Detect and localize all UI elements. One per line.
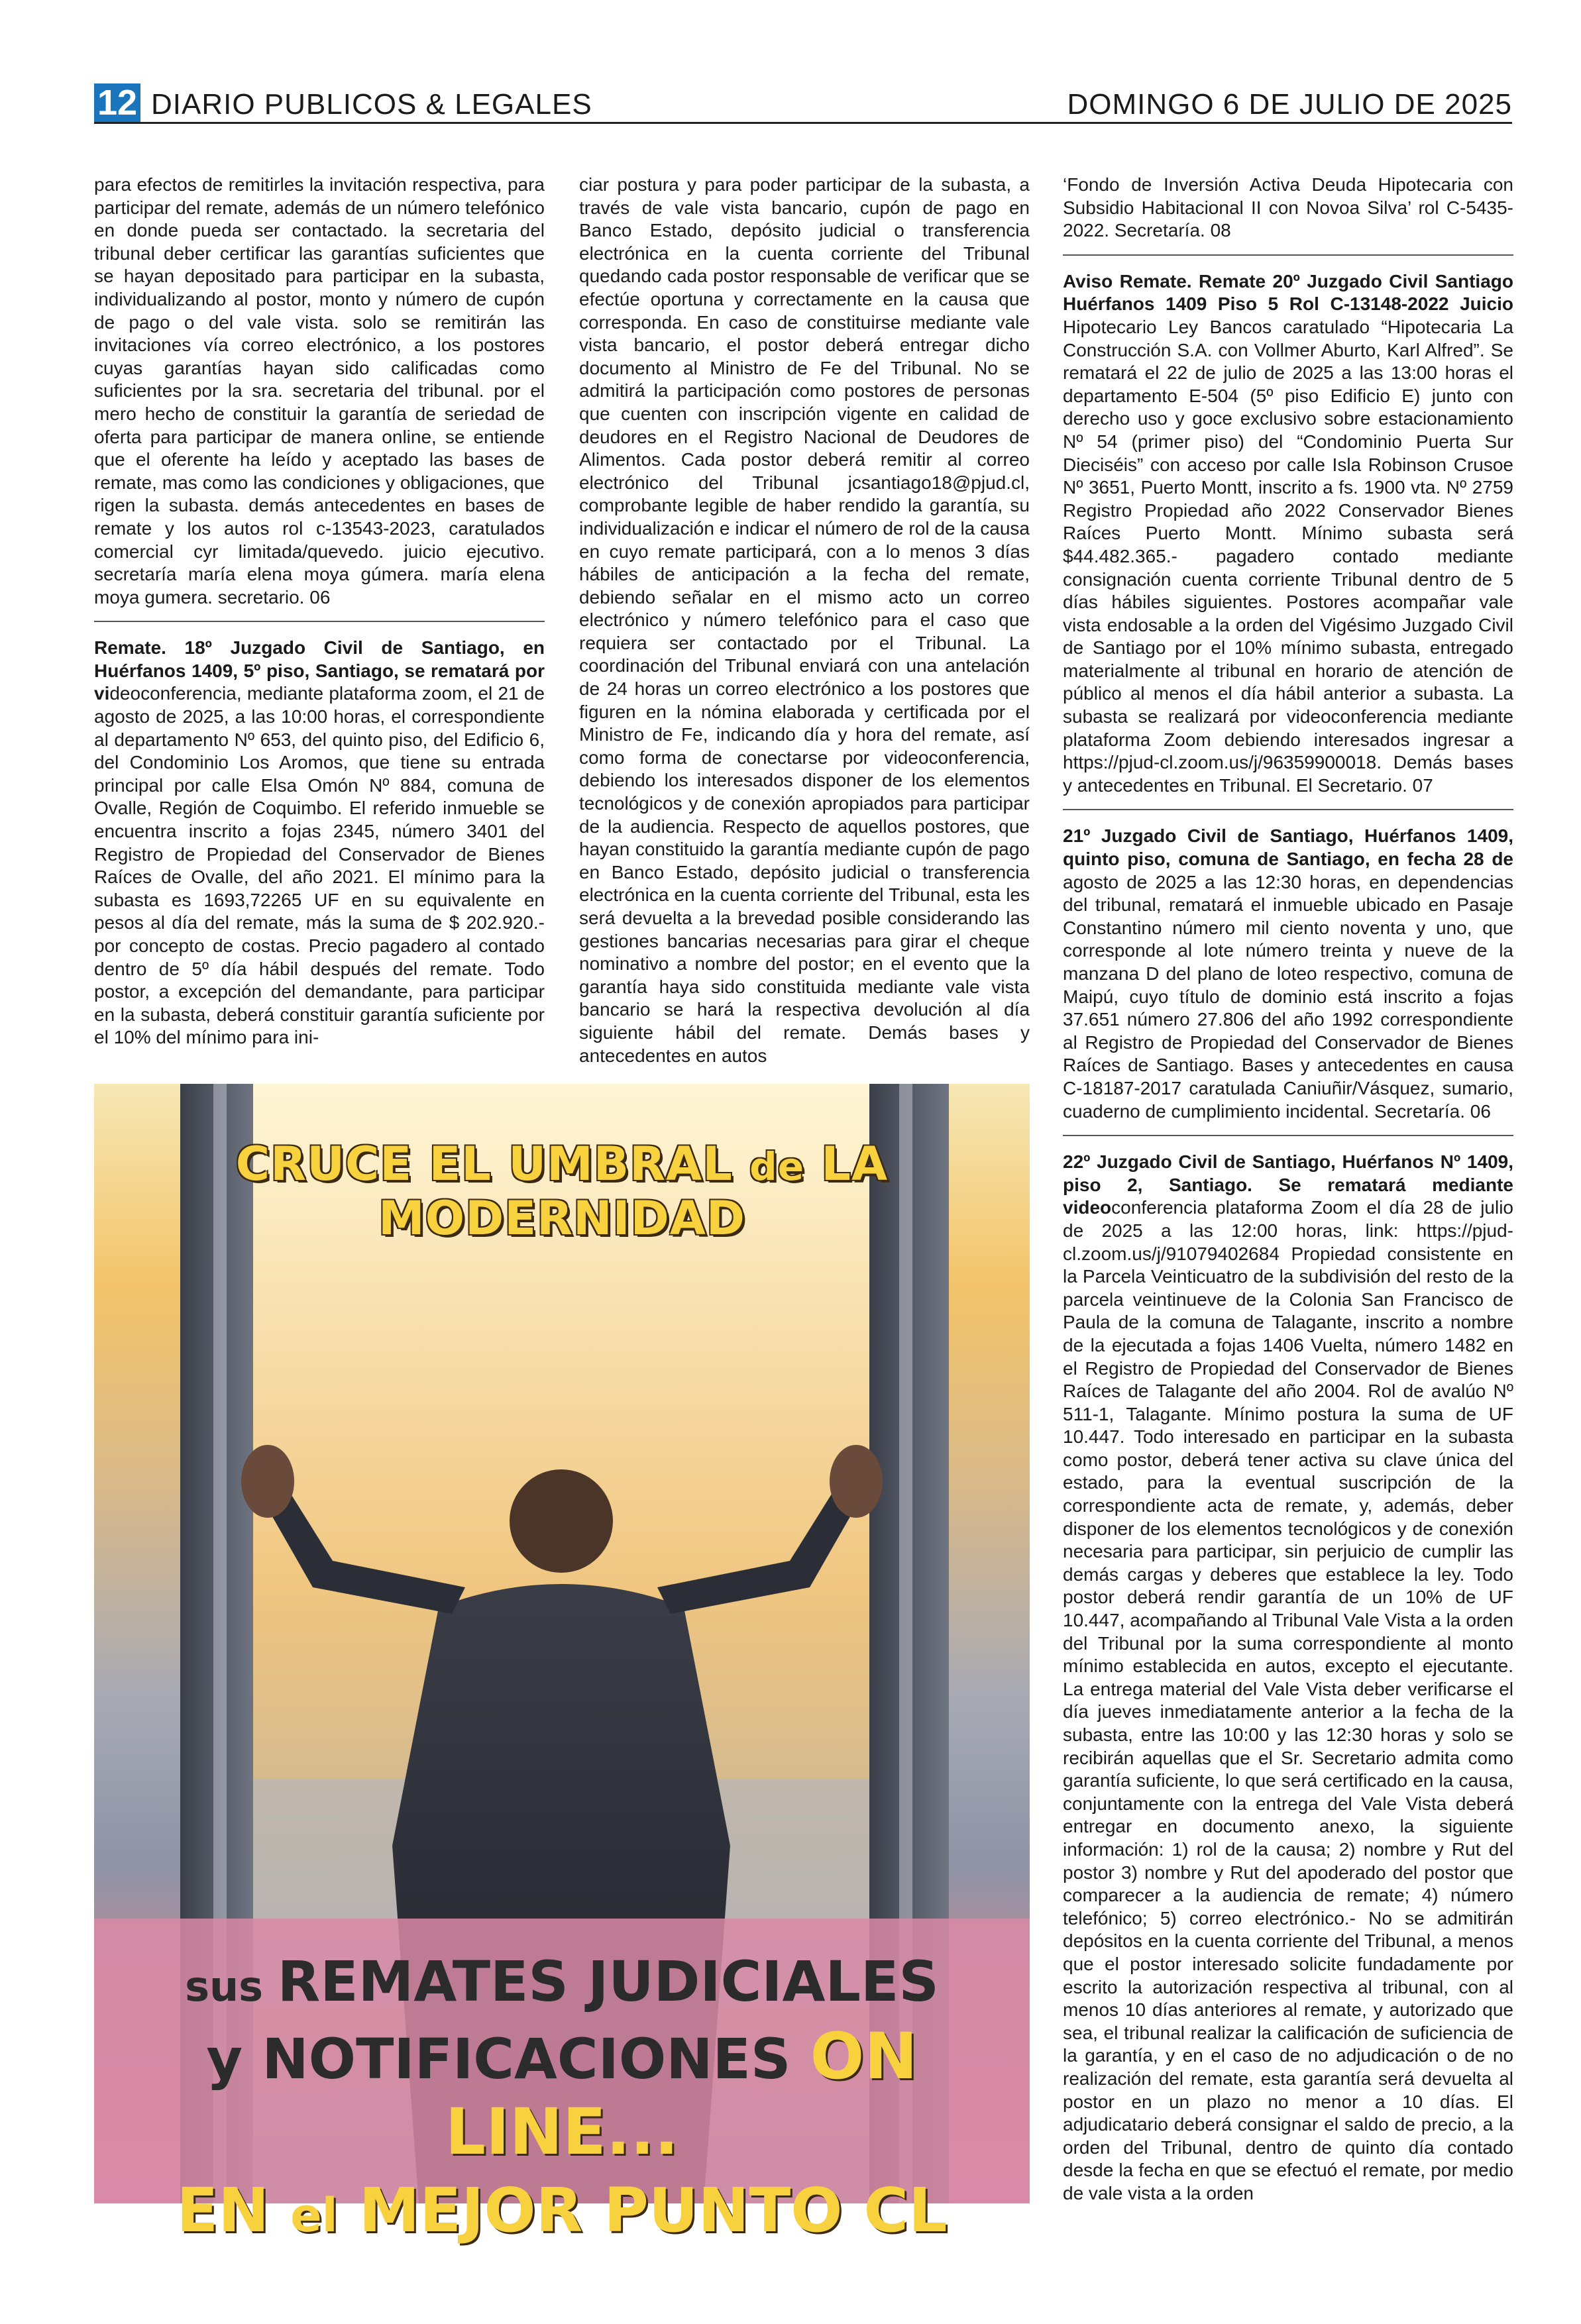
ad-tagline-part: ON LINE...: [445, 2019, 918, 2169]
man-hand-left: [241, 1445, 294, 1518]
ad-headline-part: LA MODERNIDAD: [378, 1137, 889, 1245]
notice-continuation: ‘Fondo de Inversión Activa Deuda Hipotecaria con Subsidio Habitacional II con Novoa Silva’ rol C-5435-2022. Secretaría. 08: [1063, 174, 1513, 241]
ad-tagline-line-3: [94, 2171, 1030, 2255]
notice-heading: Aviso Remate. Remate 20º Juzgado Civil Santiago Huérfanos 1409 Piso 5 Rol C-13148-2022 Juicio: [1063, 270, 1513, 315]
ad-tagline-part: MEJOR PUNTO CL: [337, 2175, 948, 2246]
ad-tagline-line-1: [94, 1948, 1030, 2020]
notice-body: Hipotecario Ley Bancos caratulado “Hipotecaria La Construcción S.A. con Vollmer Aburto, Karl Alfred”. Se rematará el 22 de julio de 2025 a las 13:00 horas el departamento E-504 (5º piso Edificio E) junto con derecho uso y goce exclusivo sobre estacionamiento Nº 54 (primer piso) del “Condominio Puerta Sur Dieciséis” con acceso por calle Isla Robinson Crusoe Nº 3651, Puerto Montt, inscrito a fs. 1900 vta. Nº 2759 Registro Propiedad año 2022 Conservador Bienes Raíces Puerto Montt. Mínimo subasta será $44.482.365.- pagadero contado mediante consignación cuenta corriente Tribunal dentro de 5 días hábiles siguientes. Postores acompañar vale vista endosable a la orden del Vigésimo Juzgado Civil de Santiago por el 10% mínimo subasta, entregado materialmente al tribunal en horario de atención de público al menos el día hábil anterior a subasta. La subasta se realizará por videoconferencia mediante plataforma Zoom debiendo interesados ingresar a https://pjud-cl.zoom.us/j/96359900018. Demás bases y antecedentes en Tribunal. El Secretario. 07: [1063, 316, 1513, 796]
ad-headline-part: CRUCE EL UMBRAL: [235, 1137, 750, 1191]
notice-22-juzgado: [1063, 1151, 1513, 2205]
ad-headline: [94, 1137, 1030, 1245]
publication-name: DIARIO PUBLICOS & LEGALES: [151, 88, 592, 121]
notice-body: conferencia plataforma Zoom el día 28 de julio de 2025 a las 12:00 horas, link: https://pjud-cl.zoom.us/j/91079402684 Propiedad consistente en la Parcela Veinticuatro de la subdivisión del resto de la parcela veintinueve de la Colonia San Francisco de Paula de la comuna de Talagante, inscrito a nombre de la ejecutada a fojas 1406 Vuelta, número 1482 en el Registro de Propiedad del Conservador de Bienes Raíces de Talagante del año 2004. Rol de avalúo Nº 511-1, Talagante. Mínimo postura la suma de UF 10.447. Todo interesado en participar en la subasta como postor, deberá tener activa su clave única del estado, para la eventual suscripción de la correspondiente acta de remate, y, además, deber disponer de los elementos tecnológicos y de conexión necesaria para participar, sin perjuicio de cumplir las demás cargas y deberes que establece la ley. Todo postor deberá rendir garantía de un 10% de UF 10.447, acompañando al Tribunal Vale Vista a la orden del Tribunal por la suma correspondiente al monto mínimo establecida en autos, excepto el ejecutante. La entrega material del Vale Vista deber verificarse el día jueves inmediatamente anterior a la fecha de la subasta, entre las 10:00 y las 12:30 horas y solo se recibirán aquellas que el Sr. Secretario admita como garantía suficiente, lo que será certificado en la causa, conjuntamente con la entrega del Vale Vista deberá entregar en documento anexo, la siguiente información: 1) rol de la causa; 2) nombre y Rut del postor 3) nombre y Rut del apoderado del postor que comparecer a la audiencia de remate; 4) número telefónico; 5) correo electrónico.- No se admitirán depósitos en la cuenta corriente del Tribunal, a menos que el postor interesado solicite fundadamente por escrito la autorización respectiva al tribunal, con al menos 10 días anteriores al remate, y autorizado que sea, el tribunal realizar la calificación de suficiencia de la garantía, y en el caso de no adjudicación o de no realización del remate, esta garantía será devuelta al postor en un plazo no menor a 10 días. El adjudicatario deberá consignar el saldo de precio, a la orden del Tribunal, dentro de quinto día contado desde la fecha en que se efectuó el remate, por medio de vale vista a la orden: [1063, 1197, 1513, 2203]
notice-18-juzgado: [94, 637, 545, 1049]
page-header: [94, 81, 1512, 124]
notice-20-juzgado: [1063, 270, 1513, 798]
man-hand-right: [830, 1445, 883, 1518]
notice-continuation: ciar postura y para poder participar de la subasta, a través de vale vista bancario, cupón de pago en Banco Estado, depósito judicial o transferencia electrónica en la cuenta corriente del Tribunal quedando cada postor responsable de verificar que se efectúe oportuna y correctamente en la causa que corresponda. En caso de constituirse mediante vale vista bancario, el postor deberá entregar dicho documento al Ministro de Fe del Tribunal. No se admitirá la participación como postores de personas que cuenten con inscripción vigente en calidad de deudores en el Registro Nacional de Deudores de Alimentos. Cada postor deberá remitir al correo electrónico del Tribunal jcsantiago18@pjud.cl, comprobante legible de haber rendido la garantía, su individualización e indicar el número de rol de la causa en cuyo remate participará, con a lo menos 3 días hábiles de anticipación a la fecha del remate, debiendo señalar en el mismo acto un correo electrónico y número telefónico para el caso que requiera ser contactado por el Tribunal. La coordinación del Tribunal enviará con una antelación de 24 horas un correo electrónico a los postores que figuren en la nómina elaborada y certificada por el Ministro de Fe, indicando día y hora del remate, así como forma de conectarse por videoconferencia, debiendo los interesados disponer de los elementos tecnológicos y de conexión apropiados para participar de la audiencia. Respecto de aquellos postores, que hayan constituido la garantía mediante cupón de pago en Banco Estado, depósito judicial o transferencia electrónica en la cuenta corriente del Tribunal, esta les será devuelta a la brevedad posible considerando las gestiones bancarias necesarias para girar el cheque nominativo a nombre del postor; en el evento que la garantía haya sido constituida mediante vale vista bancario se hará la respectiva devolución al día siguiente hábil del remate. Demás bases y antecedentes en autos: [579, 174, 1030, 1066]
notice-heading: 22º Juzgado Civil de Santiago, Huérfanos Nº 1409, piso 2, Santiago. Se rematará mediante video: [1063, 1151, 1513, 1218]
notice-21-juzgado: [1063, 825, 1513, 1123]
notice-body: agosto de 2025 a las 12:30 horas, en dependencias del tribunal, rematará el inmueble ubicado en Pasaje Constantino número mil ciento noventa y uno, que corresponde al lote número treinta y nueve de la manzana D del plano de loteo respectivo, comuna de Maipú, cuyo título de dominio está inscrito a fojas 37.651 número 27.806 del año 1992 correspondiente al Registro de Propiedad del Conservador de Bienes Raíces de Santiago. Bases y antecedentes en causa C-18187-2017 caratulada Caniuñir/Vásquez, sumario, cuaderno de cumplimiento incidental. Secretaría. 06: [1063, 871, 1513, 1122]
notice-heading: 21º Juzgado Civil de Santiago, Huérfanos 1409, quinto piso, comuna de Santiago, en fecha 28 de: [1063, 825, 1513, 870]
publication-date: DOMINGO 6 DE JULIO DE 2025: [1067, 88, 1512, 121]
ad-tagline: [94, 1948, 1030, 2255]
ad-tagline-part: sus: [185, 1962, 278, 2011]
ad-tagline-part: REMATES JUDICIALES: [277, 1949, 939, 2014]
page-number: 12: [94, 83, 140, 122]
ad-tagline-part: EN: [176, 2175, 291, 2246]
advertisement-banner: [94, 1084, 1030, 2246]
ad-tagline-part: y NOTIFICACIONES: [206, 2027, 810, 2091]
notice-divider: [1063, 809, 1513, 810]
notice-divider: [1063, 1135, 1513, 1136]
ad-headline-part: de: [749, 1144, 805, 1189]
ad-tagline-line-2: [94, 2020, 1030, 2171]
notice-continuation: para efectos de remitirles la invitación respectiva, para participar del remate, además de un número telefónico en donde pueda ser contactado. la secretaria del tribunal deber certificar las garantías suficientes que se hayan depositado para participar en la subasta, individualizando al postor, monto y número de cupón de pago o del vale vista. solo se remitirán las invitaciones vía correo electrónico, a los postores cuyas garantías hayan sido calificadas como suficientes por la sra. secretaria del tribunal. por el mero hecho de constituir la garantía de seriedad de oferta para participar de manera online, se entiende que el oferente ha leído y aceptado las bases de remate, mas como las condiciones y obligaciones, que rigen la subasta. demás antecedentes en bases de remate y los autos rol c-13543-2023, caratulados comercial cyr limitada/quevedo. juicio ejecutivo. secretaría maría elena moya gúmera. maría elena moya gumera. secretario. 06: [94, 174, 545, 607]
notice-divider: [1063, 254, 1513, 256]
ad-tagline-part: el: [290, 2188, 338, 2243]
notice-body: deoconferencia, mediante plataforma zoom, el 21 de agosto de 2025, a las 10:00 horas, el correspondiente al departamento Nº 653, del quinto piso, del Edificio 6, del Condominio Los Aromos, que tiene su entrada principal por calle Elsa Omón Nº 884, comuna de Ovalle, Región de Coquimbo. El referido inmueble se encuentra inscrito a fojas 2345, número 3401 del Registro de Propiedad del Conservador de Bienes Raíces de Ovalle, del año 2021. El mínimo para la subasta es 1693,72265 UF en su equivalente en pesos al día del remate, más la suma de $ 202.920.- por concepto de costas. Precio pagadero al contado dentro de 5º día hábil después del remate. Todo postor, a excepción del demandante, para participar en la subasta, deberá constituir garantía suficiente por el 10% del mínimo para ini-: [94, 683, 545, 1048]
column-3: [1063, 174, 1513, 2205]
notice-divider: [94, 621, 545, 622]
column-1: [94, 174, 545, 1049]
column-2: [579, 174, 1030, 1067]
man-head: [510, 1469, 613, 1573]
notice-heading: Remate. 18º Juzgado Civil de Santiago, en Huérfanos 1409, 5º piso, Santiago, se rematará por vi: [94, 637, 545, 704]
